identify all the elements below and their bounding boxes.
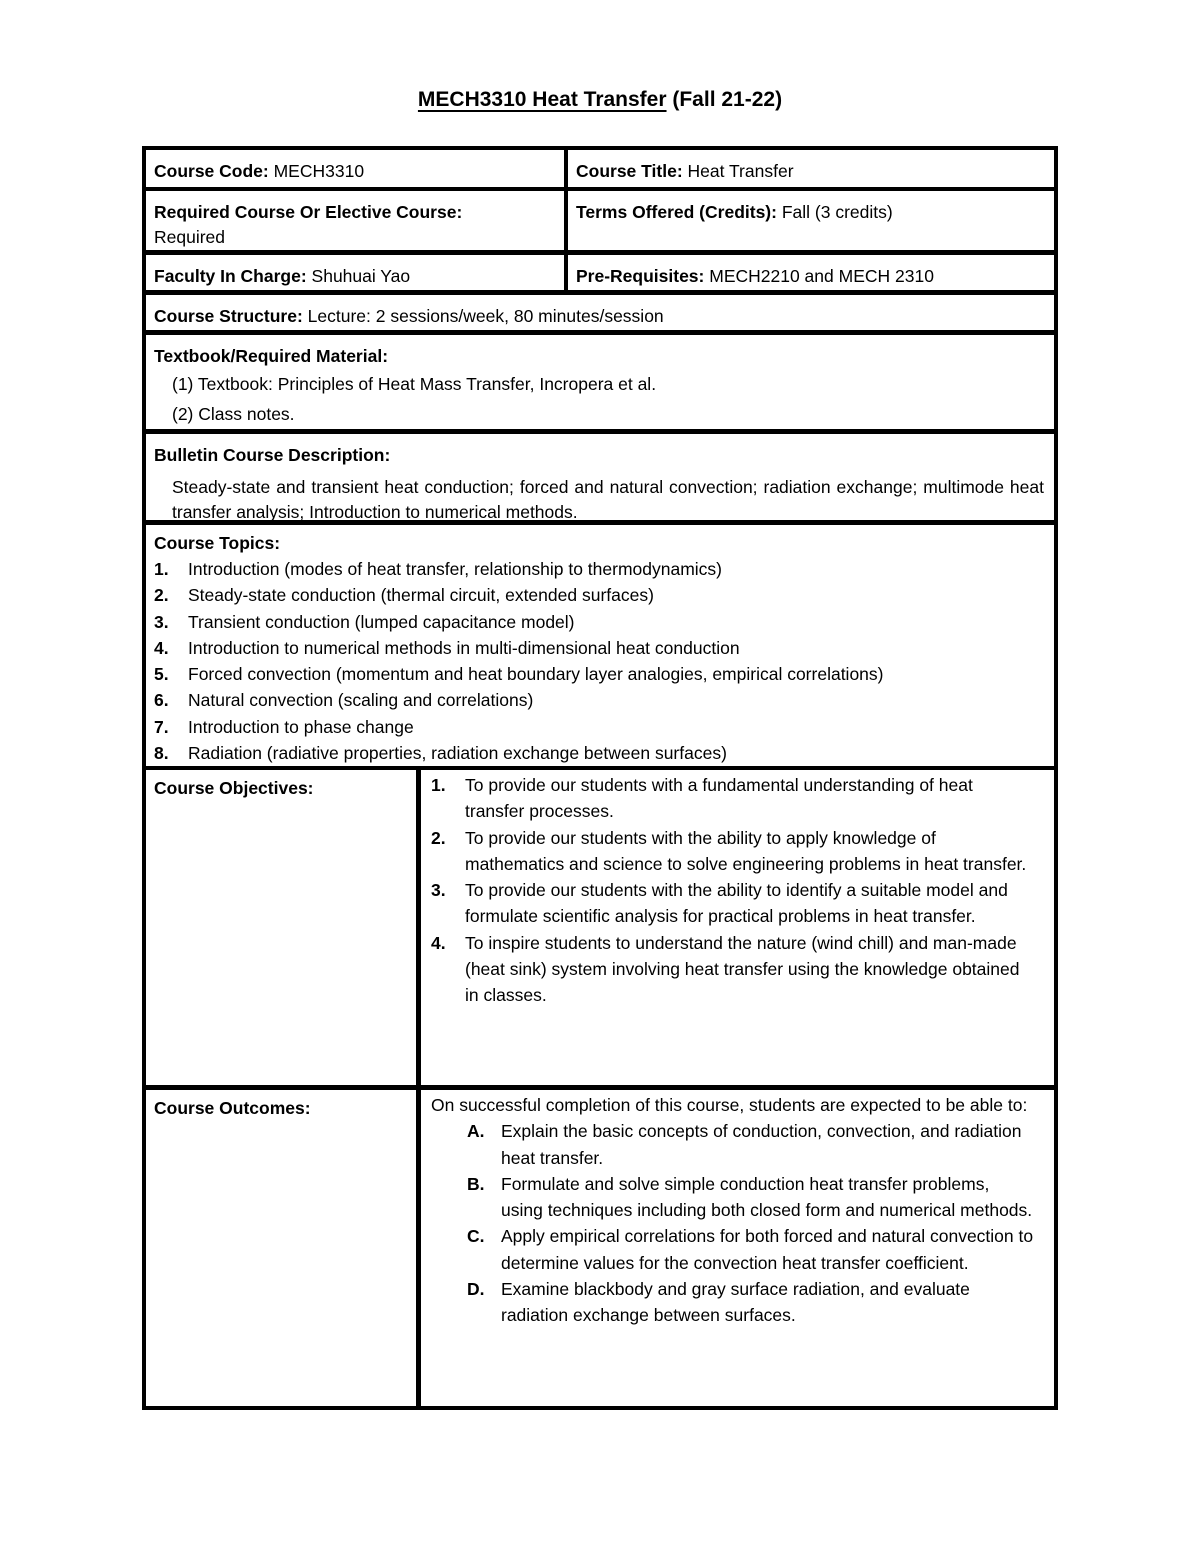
objectives-label-cell	[146, 770, 416, 1085]
terms-offered-cell	[568, 191, 1054, 250]
terms-offered-value: Fall (3 credits)	[776, 202, 893, 222]
list-text: To provide our students with the ability to identify a suitable model and formulate scientific analysis for practical problems in heat transfer.	[465, 880, 1008, 927]
textbook-item: (1) Textbook: Principles of Heat Mass Transfer, Incropera et al.	[172, 374, 657, 394]
title-term: (Fall 21-22)	[666, 88, 783, 111]
outcomes-list	[431, 1118, 1034, 1328]
faculty-cell	[146, 255, 564, 290]
list-text: To provide our students with a fundamental understanding of heat transfer processes.	[465, 775, 973, 822]
list-text: Introduction to numerical methods in multi-dimensional heat conduction	[188, 637, 740, 658]
required-elective-label: Required Course Or Elective Course:	[154, 202, 463, 222]
list-number: 3.	[154, 611, 169, 632]
topics-list	[154, 556, 1046, 766]
list-text: Formulate and solve simple conduction heat transfer problems, using techniques including both closed form and numerical methods.	[501, 1173, 1033, 1221]
list-text: Explain the basic concepts of conduction, convection, and radiation heat transfer.	[501, 1121, 1022, 1168]
list-item	[431, 930, 1034, 1009]
list-item	[467, 1171, 1034, 1224]
list-item	[431, 877, 1034, 930]
terms-offered-label: Terms Offered (Credits):	[576, 202, 777, 222]
textbook-cell	[146, 335, 1054, 429]
required-elective-value: Required	[154, 227, 226, 247]
list-text: Introduction to phase change	[188, 716, 414, 737]
list-number: 6.	[154, 690, 169, 711]
list-text: To inspire students to understand the nature (wind chill) and man-made (heat sink) system involving heat transfer using the knowledge obtained in classes.	[465, 932, 1020, 1006]
list-text: Transient conduction (lumped capacitance model)	[188, 611, 575, 632]
list-number: 4.	[154, 637, 169, 658]
list-text: Natural convection (scaling and correlations)	[188, 690, 534, 711]
topics-label: Course Topics:	[154, 533, 281, 553]
list-item	[154, 635, 1046, 661]
list-item	[154, 687, 1046, 713]
course-structure-value: Lecture: 2 sessions/week, 80 minutes/session	[302, 306, 664, 326]
list-item	[431, 825, 1034, 878]
course-title-cell	[568, 150, 1054, 187]
list-text: Radiation (radiative properties, radiation exchange between surfaces)	[188, 743, 727, 764]
prerequisites-value: MECH2210 and MECH 2310	[704, 266, 934, 286]
objectives-list	[431, 772, 1034, 1009]
outcomes-label-cell	[146, 1090, 416, 1406]
page-title	[0, 88, 1200, 112]
list-text: Introduction (modes of heat transfer, relationship to thermodynamics)	[188, 559, 723, 579]
list-number: 2.	[431, 827, 446, 848]
course-code-value: MECH3310	[268, 161, 365, 181]
course-structure-label: Course Structure:	[154, 306, 303, 326]
outcomes-content-cell	[421, 1090, 1054, 1406]
list-text: Forced convection (momentum and heat boundary layer analogies, empirical correlations)	[188, 664, 884, 685]
list-text: Apply empirical correlations for both forced and natural convection to determine values for the convection heat transfer coefficient.	[501, 1226, 1034, 1273]
list-number: 7.	[154, 716, 169, 737]
list-number: 5.	[154, 664, 169, 685]
description-label: Bulletin Course Description:	[154, 445, 391, 465]
outcomes-label: Course Outcomes:	[154, 1098, 311, 1118]
textbook-label: Textbook/Required Material:	[154, 346, 389, 366]
prerequisites-cell	[568, 255, 1054, 290]
list-number: 8.	[154, 743, 169, 764]
list-item	[467, 1118, 1034, 1171]
faculty-label: Faculty In Charge:	[154, 266, 307, 286]
list-item	[467, 1276, 1034, 1329]
list-letter: D.	[467, 1279, 485, 1300]
list-text: Steady-state conduction (thermal circuit, extended surfaces)	[188, 585, 654, 606]
title-code-title: MECH3310 Heat Transfer	[417, 88, 667, 111]
objectives-label: Course Objectives:	[154, 778, 314, 798]
list-item	[154, 714, 1046, 740]
list-number: 4.	[431, 932, 446, 953]
course-title-label: Course Title:	[576, 161, 683, 181]
objectives-content-cell	[421, 770, 1054, 1085]
required-elective-cell	[146, 191, 564, 250]
course-code-label: Course Code:	[154, 161, 269, 181]
list-number: 1.	[154, 559, 169, 579]
course-info-table	[142, 146, 1058, 1410]
course-title-value: Heat Transfer	[682, 161, 794, 181]
list-number: 3.	[431, 880, 446, 901]
list-item	[467, 1223, 1034, 1276]
list-text: To provide our students with the ability to apply knowledge of mathematics and science to solve engineering problems in heat transfer.	[465, 827, 1027, 874]
list-item	[154, 661, 1046, 687]
topics-cell	[146, 525, 1054, 766]
textbook-item: (2) Class notes.	[172, 404, 295, 424]
list-number: 2.	[154, 585, 169, 606]
faculty-value: Shuhuai Yao	[306, 266, 411, 286]
list-letter: B.	[467, 1173, 485, 1194]
description-cell	[146, 434, 1054, 520]
list-item	[154, 556, 1046, 582]
description-text: Steady-state and transient heat conduction; forced and natural convection; radiation exchange; multimode heat transfer analysis; Introduction to numerical methods.	[172, 477, 1044, 522]
list-item	[154, 582, 1046, 608]
list-text: Examine blackbody and gray surface radiation, and evaluate radiation exchange between surfaces.	[501, 1279, 970, 1326]
list-letter: A.	[467, 1121, 485, 1142]
list-item	[431, 772, 1034, 825]
list-letter: C.	[467, 1226, 485, 1247]
prerequisites-label: Pre-Requisites:	[576, 266, 705, 286]
list-item	[154, 609, 1046, 635]
list-item	[154, 740, 1046, 766]
course-code-cell	[146, 150, 564, 187]
outcomes-intro: On successful completion of this course, students are expected to be able to:	[431, 1095, 1028, 1115]
list-number: 1.	[431, 775, 446, 795]
course-structure-cell	[146, 295, 1054, 330]
